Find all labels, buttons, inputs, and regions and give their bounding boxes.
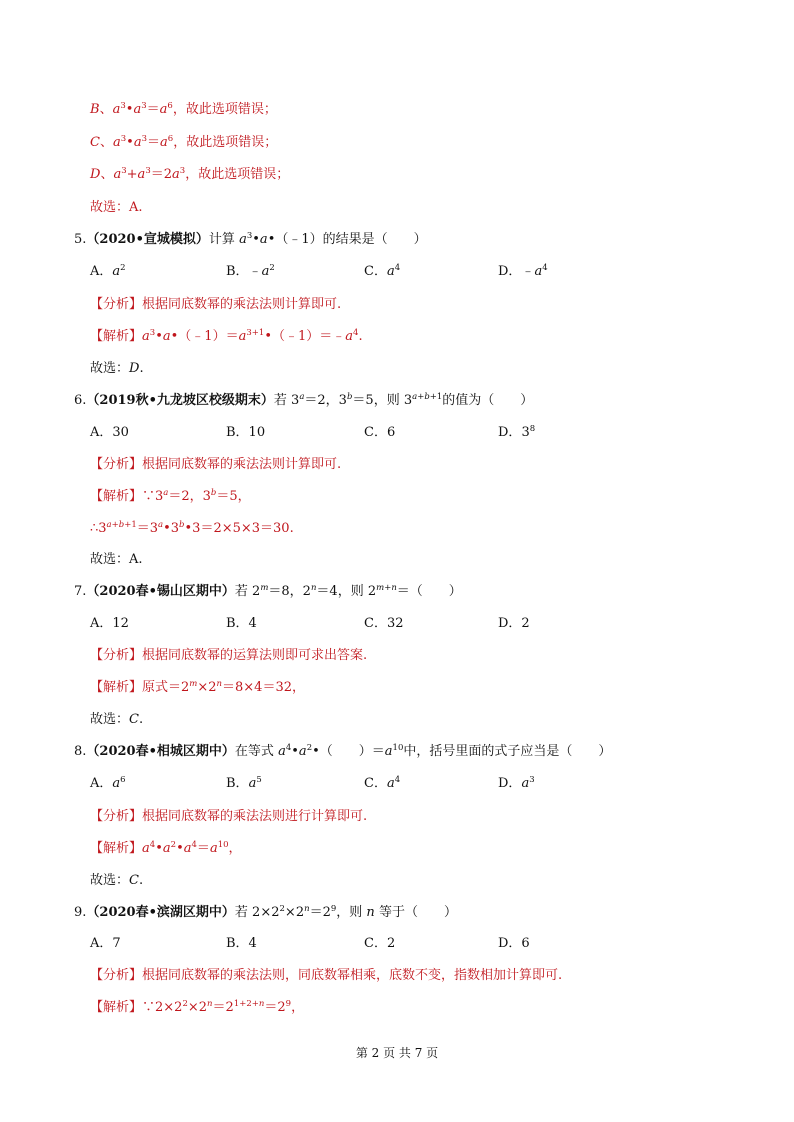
- q6-solution-2: $\therefore 3^{a+b+1}=3^a•3^b•3=2\times 5\times 3=30$.: [90, 520, 294, 536]
- q5-solution: 【解析】$a^3•a•(﹣1)=a^{3+1}•(﹣1)=﹣a^4$.: [90, 328, 363, 344]
- q8-option-a[interactable]: A．$a^6$: [90, 775, 126, 791]
- q6-option-b[interactable]: B．10: [226, 425, 266, 440]
- q9-option-c[interactable]: C．2: [364, 936, 396, 951]
- q8-option-c[interactable]: C．$a^4$: [364, 775, 401, 791]
- q7-option-d[interactable]: D．2: [498, 616, 530, 631]
- q9-solution: 【解析】$\because 2\times 2^2\times 2^n=2^{1+2+n}=2^9$，: [90, 999, 305, 1015]
- solution-line-b: B、$a^3•a^3=a^6$，故此选项错误；: [90, 101, 277, 117]
- q9-analysis: 【分析】根据同底数幂的乘法法则，同底数幂相乘，底数不变，指数相加计算即可.: [90, 968, 563, 983]
- q8-answer: 故选：C.: [90, 873, 144, 888]
- q5-option-c[interactable]: C．$a^4$: [364, 263, 401, 279]
- question-6-stem: 6.（2019秋•九龙坡区校级期末）若 $3^a=2$，$3^b=5$，则 $3^{a+b+1}$的值为（ ）: [74, 392, 534, 408]
- page-footer: 第 2 页 共 7 页: [355, 1046, 439, 1060]
- q7-option-c[interactable]: C．32: [364, 616, 404, 631]
- q7-answer: 故选：C.: [90, 712, 144, 727]
- q6-answer: 故选：A.: [90, 552, 143, 567]
- q7-option-a[interactable]: A．12: [90, 616, 129, 631]
- q5-option-d[interactable]: D．$﹣a^4$: [498, 263, 548, 279]
- answer-line: 故选：A.: [90, 200, 143, 215]
- solution-line-c: C、$a^3•a^3=a^6$，故此选项错误；: [90, 134, 278, 150]
- q6-solution-1: 【解析】$\because 3^a=2$，$3^b=5$，: [90, 488, 251, 504]
- question-7-stem: 7.（2020春•锡山区期中）若 $2^m=8$，$2^n=4$，则 $2^{m+n}=$（ ）: [74, 583, 462, 599]
- q9-option-d[interactable]: D．6: [498, 936, 530, 951]
- q9-option-b[interactable]: B．4: [226, 936, 257, 951]
- q8-analysis: 【分析】根据同底数幂的乘法法则进行计算即可.: [90, 809, 368, 824]
- q6-option-c[interactable]: C．6: [364, 425, 396, 440]
- question-9-stem: 9.（2020春•滨湖区期中）若 $2\times 2^2\times 2^n=2^9$，则 n 等于（ ）: [74, 904, 457, 920]
- q7-option-b[interactable]: B．4: [226, 616, 257, 631]
- q8-option-b[interactable]: B．$a^5$: [226, 775, 262, 791]
- q7-analysis: 【分析】根据同底数幂的运算法则即可求出答案.: [90, 648, 368, 663]
- q5-option-a[interactable]: A．$a^2$: [90, 263, 126, 279]
- q8-solution: 【解析】$a^4•a^2•a^4=a^{10}$，: [90, 840, 242, 856]
- q6-option-d[interactable]: D．$3^8$: [498, 424, 536, 440]
- q6-option-a[interactable]: A．30: [90, 425, 129, 440]
- question-5-stem: 5.（2020•宣城模拟）计算 $a^3•a•(﹣1)$的结果是（ ）: [74, 231, 427, 247]
- q6-analysis: 【分析】根据同底数幂的乘法法则计算即可.: [90, 457, 342, 472]
- q5-analysis: 【分析】根据同底数幂的乘法法则计算即可.: [90, 297, 342, 312]
- q8-option-d[interactable]: D．$a^3$: [498, 775, 535, 791]
- q7-solution: 【解析】原式$=2^m\times 2^n=8\times 4=32$，: [90, 679, 305, 695]
- q5-answer: 故选：D.: [90, 361, 144, 376]
- q9-option-a[interactable]: A．7: [90, 936, 121, 951]
- question-8-stem: 8.（2020春•相城区期中）在等式 $a^4•a^2•$（ ）$=a^{10}$中，括号里面的式子应当是（ ）: [74, 743, 612, 759]
- q5-option-b[interactable]: B．$﹣a^2$: [226, 263, 275, 279]
- solution-line-d: D、$a^3+a^3=2a^3$，故此选项错误；: [90, 166, 290, 182]
